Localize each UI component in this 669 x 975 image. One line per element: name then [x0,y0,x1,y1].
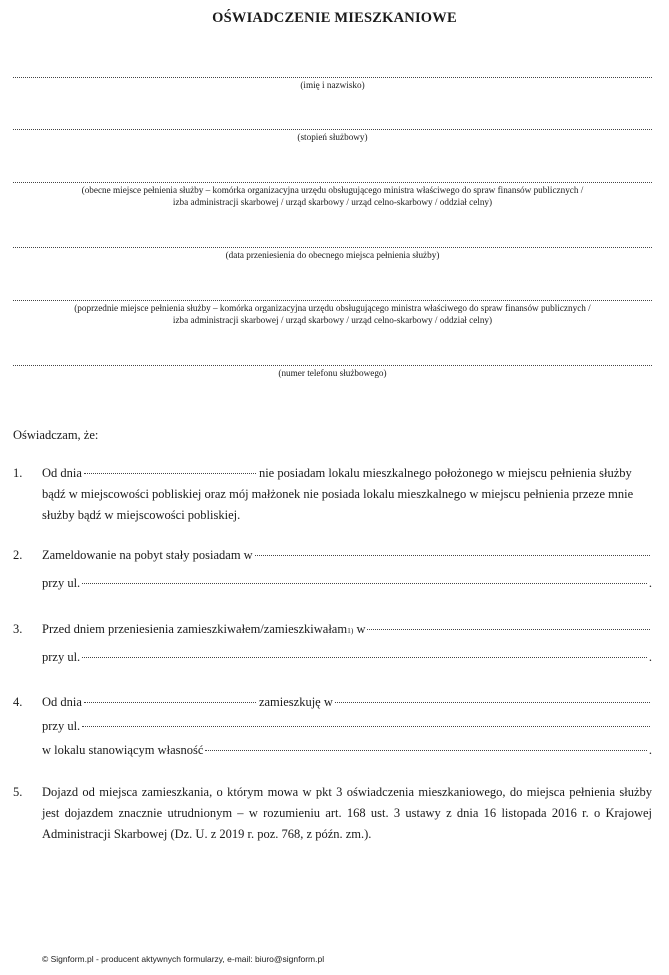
previous-place-caption-line-2: izba administracji skarbowej / urząd skarbowy / urząd celno-skarbowy / oddział celny) [172,314,493,325]
previous-place-caption-line-1: (poprzednie miejsce pełnienia służby – komórka organizacyjna urzędu obsługującego ministra właściwego do spraw finansów publicznych / [74,303,591,313]
item-2-number: 2. [13,548,23,562]
transfer-date-line[interactable] [13,247,652,248]
item-2-street-line[interactable] [82,583,647,584]
name-line[interactable] [13,77,652,78]
current-place-caption-line-1: (obecne miejsce pełnienia służby – komórka organizacyjna urzędu obsługującego ministra właściwego do spraw finansów publicznych / [81,185,584,195]
item-1-prefix: Od dnia [42,466,82,480]
item-2 [13,545,652,595]
previous-place-caption [13,303,652,326]
item-2-address-line[interactable] [255,555,650,556]
item-2-end-dot: . [648,576,652,590]
item-3-label: Przed dniem przeniesienia zamieszkiwałem/zamieszkiwałam [42,622,348,636]
item-1-number: 1. [13,466,23,480]
item-4-ownership-line[interactable] [205,750,646,751]
item-4-date-line[interactable] [84,702,256,703]
item-1-line-3: służby bądź w miejscowości pobliskiej. [42,508,241,522]
item-4-prefix: Od dnia [42,695,82,709]
rank-line[interactable] [13,129,652,130]
previous-place-line[interactable] [13,300,652,301]
item-4-number: 4. [13,695,23,709]
footer-copyright: © Signform.pl - producent aktywnych formularzy, e-mail: biuro@signform.pl [42,954,325,964]
item-2-street-label: przy ul. [42,576,81,590]
item-3 [13,619,652,669]
item-4-street-label: przy ul. [42,719,81,733]
item-4 [13,692,652,767]
rank-caption: (stopień służbowy) [297,132,368,142]
current-place-caption-line-2: izba administracji skarbowej / urząd skarbowy / urząd celno-skarbowy / oddział celny) [172,196,493,207]
item-3-end-dot: . [648,650,652,664]
transfer-date-field[interactable] [13,247,652,262]
phone-field[interactable] [13,365,652,380]
phone-caption: (numer telefonu służbowego) [278,368,387,378]
item-4-live-label: zamieszkuję w [258,695,333,709]
item-1-date-line[interactable] [84,473,256,474]
previous-place-field[interactable] [13,300,652,326]
item-4-end-dot: . [648,743,652,757]
item-3-footnote: 1) [347,626,354,635]
item-5-text: Dojazd od miejsca zamieszkania, o którym mowa w pkt 3 oświadczenia mieszkaniowego, do miejsca pełnienia służby jest dojazdem znacznie utrudnionym – w rozumieniu art. 168 ust. 3 ustawy z dnia 16 listopada 2016 r. o Krajowej Administracji Skarbowej (Dz. U. z 2019 r. poz. 768, z późn. zm.). [42,785,652,841]
intro-text: Oświadczam, że: [13,428,99,442]
item-3-number: 3. [13,622,23,636]
item-1-line-2: bądź w miejscowości pobliskiej oraz mój małżonek nie posiada lokalu mieszkalnego w miejscu pełnienia przeze mnie [42,487,634,501]
item-3-street-label: przy ul. [42,650,81,664]
item-2-label: Zameldowanie na pobyt stały posiadam w [42,548,253,562]
form-title: OŚWIADCZENIE MIESZKANIOWE [212,10,457,26]
item-5 [13,782,652,842]
item-1 [13,463,652,529]
item-3-place-line[interactable] [367,629,650,630]
current-place-caption [13,185,652,208]
item-4-street-line[interactable] [82,726,650,727]
name-field[interactable] [13,77,652,92]
item-5-number: 5. [13,785,23,799]
item-3-street-line[interactable] [82,657,647,658]
item-3-in: w [356,622,366,636]
current-place-line[interactable] [13,182,652,183]
current-place-field[interactable] [13,182,652,208]
phone-line[interactable] [13,365,652,366]
item-4-place-line[interactable] [335,702,650,703]
item-4-ownership-label: w lokalu stanowiącym własność [42,743,204,757]
item-1-line1-text: nie posiadam lokalu mieszkalnego położonego w miejscu pełnienia służby [258,466,632,480]
transfer-date-caption: (data przeniesienia do obecnego miejsca pełnienia służby) [225,250,440,260]
name-caption: (imię i nazwisko) [300,80,365,90]
rank-field[interactable] [13,129,652,144]
